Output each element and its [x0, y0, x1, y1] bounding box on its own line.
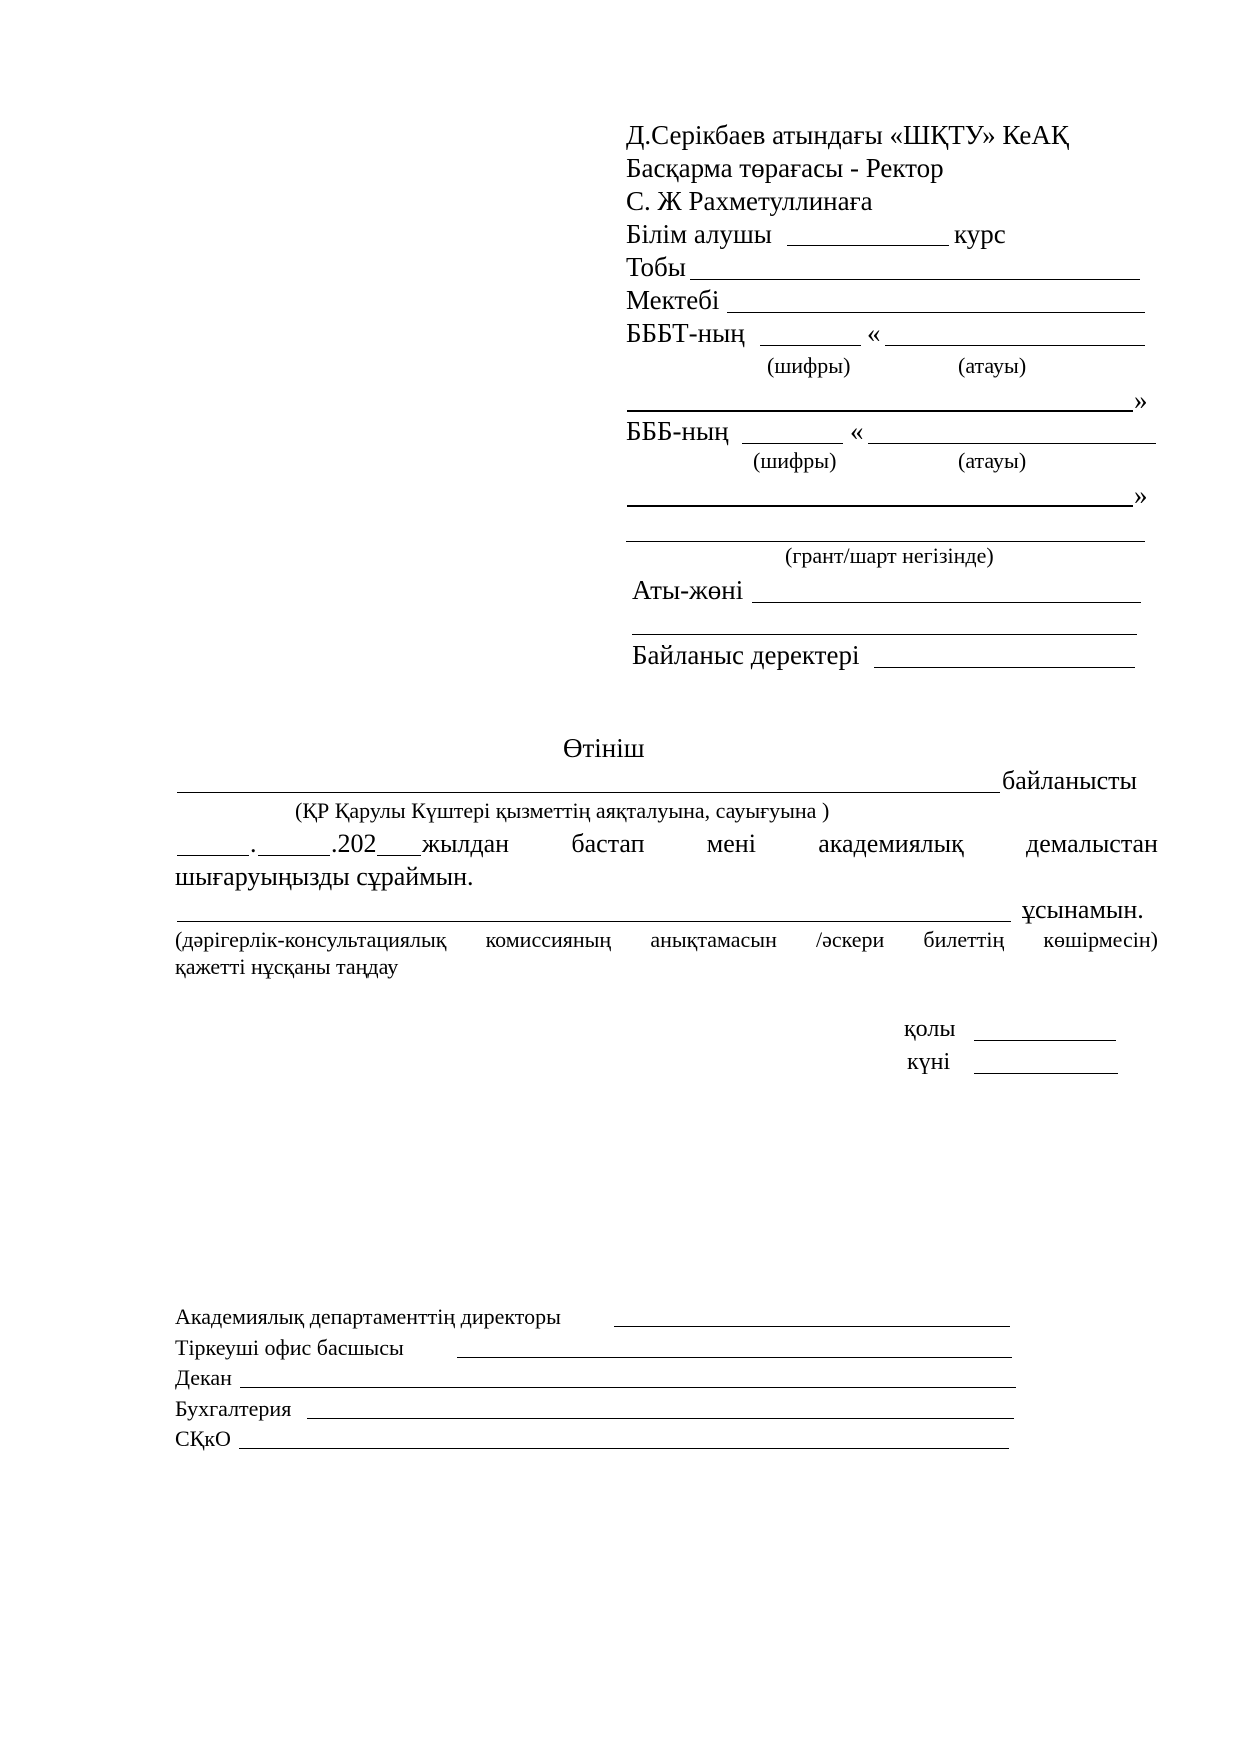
year-field[interactable] — [377, 855, 421, 856]
bbbt-name-field-cont[interactable] — [627, 410, 1133, 412]
day-field[interactable] — [177, 855, 249, 856]
bbbt-close-quote: » — [1134, 385, 1148, 415]
contacts-label: Байланыс деректері — [632, 640, 860, 670]
date-separator-1: . — [250, 829, 257, 858]
approval-accounting-label: Бухгалтерия — [175, 1396, 292, 1421]
fullname-field[interactable] — [752, 602, 1141, 603]
fullname-label: Аты-жөні — [632, 575, 744, 605]
request-word-2: бастап — [571, 829, 645, 858]
request-word-4: академиялық — [818, 829, 964, 858]
document-caption-word: (дәрігерлік-консультациялық — [175, 927, 447, 952]
bbb-name-field-cont[interactable] — [627, 505, 1133, 507]
date-separator-2: .202 — [331, 829, 377, 858]
request-word-1: жылдан — [422, 829, 510, 858]
bbbt-name-caption: (атауы) — [958, 353, 1027, 378]
group-field[interactable] — [690, 279, 1140, 280]
school-field[interactable] — [727, 312, 1145, 313]
fullname-field-cont[interactable] — [632, 634, 1137, 635]
approval-registrar-field[interactable] — [457, 1357, 1012, 1358]
choose-caption: қажетті нұсқаны таңдау — [175, 954, 399, 979]
reason-suffix: байланысты — [1002, 766, 1137, 795]
request-word-5: демалыстан — [1026, 829, 1158, 858]
bbbt-open-quote: « — [867, 318, 881, 348]
school-label: Мектебі — [626, 285, 720, 315]
addressee-line-3: С. Ж Рахметуллинаға — [626, 186, 873, 216]
document-caption-word: /әскери — [815, 927, 885, 952]
approval-skko-label: СҚкО — [175, 1426, 231, 1451]
contacts-field[interactable] — [874, 667, 1135, 668]
bbb-name-field[interactable] — [868, 443, 1156, 444]
request-word-3: мені — [706, 829, 756, 858]
document-caption-word: комиссияның — [485, 927, 612, 952]
group-label: Тобы — [626, 252, 686, 282]
document-title: Өтініш — [563, 733, 645, 763]
request-line-1 — [422, 831, 1158, 857]
document-caption-word: билеттің — [923, 927, 1005, 952]
request-line-2: шығаруыңызды сұраймын. — [175, 862, 474, 891]
approval-dean-field[interactable] — [240, 1387, 1016, 1388]
document-caption — [175, 929, 1158, 951]
bbbt-code-field[interactable] — [760, 345, 861, 346]
approval-registrar-label: Тіркеуші офис басшысы — [175, 1335, 404, 1360]
approval-director-field[interactable] — [614, 1326, 1010, 1327]
approval-dean-label: Декан — [175, 1365, 232, 1390]
funding-basis-field[interactable] — [626, 541, 1145, 542]
bbbt-name-field[interactable] — [885, 345, 1145, 346]
bbb-label: БББ-ның — [626, 416, 729, 446]
course-number-field[interactable] — [787, 245, 949, 246]
document-caption-word: анықтамасын — [650, 927, 777, 952]
bbbt-code-caption: (шифры) — [767, 353, 851, 378]
approval-skko-field[interactable] — [239, 1448, 1009, 1449]
approval-accounting-field[interactable] — [307, 1418, 1014, 1419]
submit-suffix: ұсынамын. — [1022, 895, 1144, 924]
approval-director-label: Академиялық департаменттің директоры — [175, 1304, 561, 1329]
reason-caption: (ҚР Қарулы Күштері қызметтің аяқталуына, сауығуына ) — [295, 798, 830, 823]
signature-label: қолы — [904, 1016, 956, 1042]
addressee-line-1: Д.Серікбаев атындағы «ШҚТУ» КеАҚ — [626, 120, 1069, 150]
bbb-code-field[interactable] — [742, 443, 843, 444]
date-label: күні — [907, 1049, 951, 1075]
course-label: курс — [954, 219, 1006, 249]
reason-field[interactable] — [177, 792, 1000, 793]
month-field[interactable] — [258, 855, 330, 856]
funding-basis-caption: (грант/шарт негізінде) — [785, 543, 994, 568]
bbb-close-quote: » — [1134, 480, 1148, 510]
document-caption-word: көшірмесін) — [1043, 927, 1158, 952]
bbb-name-caption: (атауы) — [958, 448, 1027, 473]
signature-field[interactable] — [974, 1040, 1116, 1041]
signature-date-field[interactable] — [974, 1073, 1118, 1074]
bbbt-label: БББТ-ның — [626, 318, 745, 348]
addressee-line-2: Басқарма төрағасы - Ректор — [626, 153, 944, 183]
student-label: Білім алушы — [626, 219, 772, 249]
bbb-open-quote: « — [850, 416, 864, 446]
bbb-code-caption: (шифры) — [753, 448, 837, 473]
submitted-document-field[interactable] — [177, 921, 1011, 922]
